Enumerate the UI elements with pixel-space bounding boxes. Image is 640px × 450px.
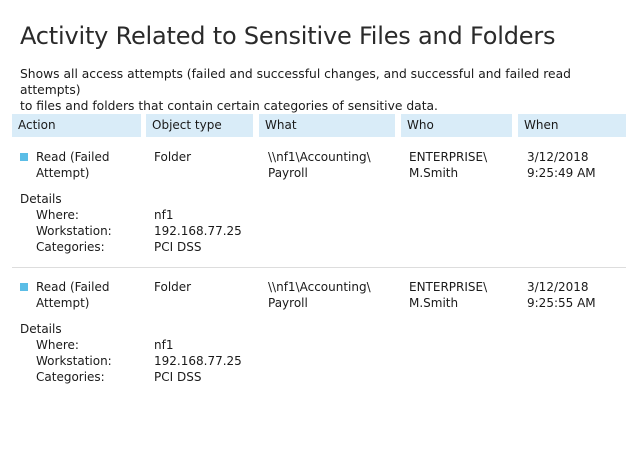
details-labels xyxy=(36,207,112,255)
who-text-line-1: ENTERPRISE\ xyxy=(409,280,488,294)
where-label: Where: xyxy=(36,208,79,222)
action-cell xyxy=(36,149,109,181)
categories-value: PCI DSS xyxy=(154,370,202,384)
who-cell xyxy=(409,279,487,311)
what-cell xyxy=(268,279,371,311)
categories-value: PCI DSS xyxy=(154,240,202,254)
what-text-line-1: \\nf1\Accounting\ xyxy=(268,150,371,164)
when-text-line-2: 9:25:55 AM xyxy=(527,296,596,310)
where-value: nf1 xyxy=(154,208,174,222)
what-cell xyxy=(268,149,371,181)
what-text-line-2: Payroll xyxy=(268,166,308,180)
action-cell xyxy=(36,279,109,311)
workstation-value: 192.168.77.25 xyxy=(154,224,242,238)
row-divider xyxy=(12,267,626,268)
object-type-cell: Folder xyxy=(154,150,192,164)
column-header-action: Action xyxy=(12,114,141,137)
who-cell xyxy=(409,149,487,181)
workstation-label: Workstation: xyxy=(36,224,112,238)
who-text-line-2: M.Smith xyxy=(409,166,459,180)
when-text-line-1: 3/12/2018 xyxy=(527,150,589,164)
action-text-line-2: Attempt) xyxy=(36,296,90,310)
row-marker-icon xyxy=(20,283,28,291)
report-description-line-2: to files and folders that contain certain categories of sensitive data. xyxy=(20,99,438,113)
details-labels xyxy=(36,337,112,385)
column-header-when: When xyxy=(518,114,626,137)
when-cell xyxy=(527,279,596,311)
details-values xyxy=(154,207,242,255)
report-description xyxy=(20,66,630,114)
workstation-label: Workstation: xyxy=(36,354,112,368)
report-description-line-1: Shows all access attempts (failed and successful changes, and successful and failed read attempts) xyxy=(20,67,571,97)
where-label: Where: xyxy=(36,338,79,352)
column-header-who: Who xyxy=(401,114,512,137)
categories-label: Categories: xyxy=(36,240,105,254)
row-marker-icon xyxy=(20,153,28,161)
details-values xyxy=(154,337,242,385)
object-type-cell: Folder xyxy=(154,280,192,294)
when-text-line-1: 3/12/2018 xyxy=(527,280,589,294)
report-title: Activity Related to Sensitive Files and Folders xyxy=(20,22,556,50)
when-text-line-2: 9:25:49 AM xyxy=(527,166,596,180)
who-text-line-2: M.Smith xyxy=(409,296,459,310)
what-text-line-2: Payroll xyxy=(268,296,308,310)
categories-label: Categories: xyxy=(36,370,105,384)
details-heading: Details xyxy=(20,192,62,206)
action-text-line-2: Attempt) xyxy=(36,166,90,180)
what-text-line-1: \\nf1\Accounting\ xyxy=(268,280,371,294)
action-text-line-1: Read (Failed xyxy=(36,150,110,164)
details-heading: Details xyxy=(20,322,62,336)
column-header-what: What xyxy=(259,114,395,137)
workstation-value: 192.168.77.25 xyxy=(154,354,242,368)
who-text-line-1: ENTERPRISE\ xyxy=(409,150,488,164)
action-text-line-1: Read (Failed xyxy=(36,280,110,294)
where-value: nf1 xyxy=(154,338,174,352)
column-header-object-type: Object type xyxy=(146,114,253,137)
when-cell xyxy=(527,149,596,181)
